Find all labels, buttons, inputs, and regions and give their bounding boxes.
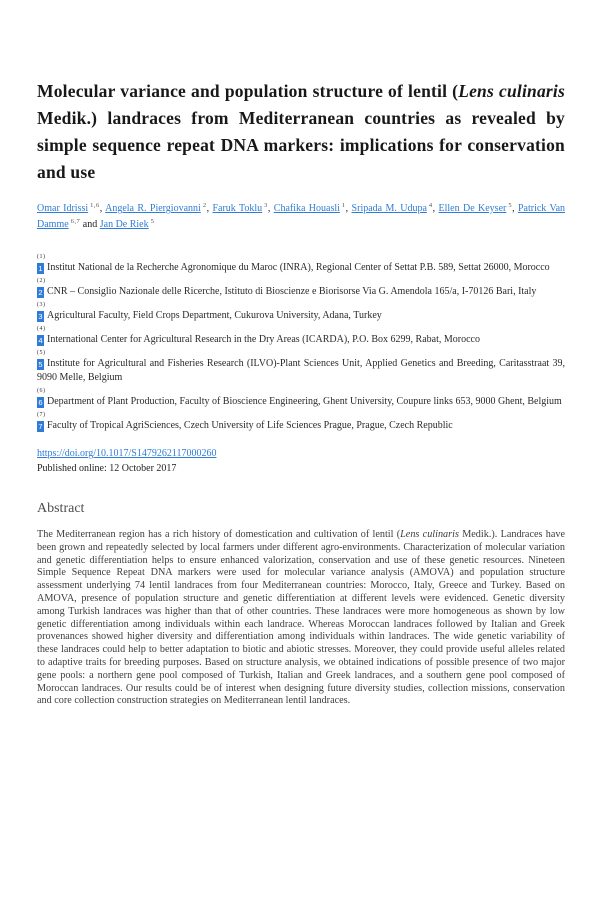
author-affil-superscript: 6,7 (70, 218, 81, 225)
affiliation-item (37, 301, 565, 323)
affiliation-marker: (1) (37, 254, 46, 260)
author-link-chafika-houasli[interactable]: Chafika Houasli (273, 203, 340, 214)
affiliation-text: Department of Plant Production, Faculty of Bioscience Engineering, Ghent University, Coupure links 653, 9000 Ghent, Belgium (47, 396, 562, 407)
author-link-patrick-van-damme[interactable]: Patrick Van Damme (37, 203, 566, 230)
author-affil-superscript: 5 (508, 202, 513, 209)
published-online-date: Published online: 12 October 2017 (37, 463, 177, 474)
author-affil-superscript: 2 (202, 202, 207, 209)
affiliation-number-badge: 5 (38, 360, 43, 369)
abstract-species-italic: Lens culinaris (400, 529, 459, 540)
paper-title-species-italic: Lens culinaris (458, 81, 565, 101)
affiliation-number-badge: 6 (38, 398, 43, 407)
affiliation-item (37, 325, 565, 347)
affiliation-text: Institute for Agricultural and Fisheries Research (ILVO)-Plant Sciences Unit, Applied Genetics and Breeding, Caritasstraat 39, 9090 Melle, Belgium (37, 358, 565, 383)
affiliation-marker: (7) (37, 412, 46, 418)
affiliation-text: CNR – Consiglio Nazionale delle Ricerche, Istituto di Bioscienze e Biorisorse Via G. Amendola 165/a, I-70126 Bari, Italy (47, 286, 537, 297)
author-affil-superscript: 3 (264, 202, 268, 209)
affiliation-text: Agricultural Faculty, Field Crops Department, Cukurova University, Adana, Turkey (47, 310, 382, 321)
affiliation-text: Institut National de la Recherche Agronomique du Maroc (INRA), Regional Center of Settat P.B. 589, Settat 26000, Morocco (47, 262, 550, 273)
paper-title (37, 78, 565, 186)
author-list (37, 199, 565, 231)
author-separator: , (432, 203, 439, 214)
doi-link[interactable]: https://doi.org/10.1017/S1479262117000260 (37, 448, 217, 459)
affiliation-item (37, 253, 565, 275)
paper-page (37, 78, 565, 708)
author-affil-superscript: 5 (150, 218, 155, 225)
author-affil-superscript: 1,6 (90, 202, 100, 209)
affiliation-item (37, 387, 565, 409)
author-separator: and (80, 219, 100, 230)
affiliation-number-badge: 3 (38, 312, 43, 321)
affiliation-number-badge: 4 (38, 336, 43, 345)
affiliation-list (37, 253, 565, 433)
author-separator: , (267, 203, 274, 214)
abstract-heading: Abstract (37, 501, 85, 516)
affiliation-marker: (4) (37, 326, 46, 332)
author-affil-superscript: 4 (428, 202, 433, 209)
affiliation-item (37, 277, 565, 299)
affiliation-text: International Center for Agricultural Research in the Dry Areas (ICARDA), P.O. Box 6299, Rabat, Morocco (47, 334, 480, 345)
author-link-ellen-de-keyser[interactable]: Ellen De Keyser (438, 203, 507, 214)
abstract-text (37, 529, 565, 708)
affiliation-item (37, 411, 565, 433)
author-link-sripada-udupa[interactable]: Sripada M. Udupa (351, 203, 427, 214)
affiliation-marker: (3) (37, 302, 46, 308)
affiliation-marker: (2) (37, 278, 46, 284)
author-separator: , (345, 203, 352, 214)
author-link-omar-idrissi[interactable]: Omar Idrissi (37, 203, 89, 214)
affiliation-number-badge: 1 (38, 264, 43, 273)
affiliation-marker: (5) (37, 350, 46, 356)
author-separator: , (99, 203, 106, 214)
author-link-faruk-toklu[interactable]: Faruk Toklu (212, 203, 263, 214)
author-separator: , (512, 203, 518, 214)
abstract-part2: Medik.). Landraces have been grown and repeatedly selected by local farmers under different agro-environments. Characterization of molecular variation and genetic differentiation helps to ensure enhanced valorization, conservation and use of these genetic resources. Nineteen Simple Sequence Repeat DNA markers were used for molecular variance analysis (AMOVA) and population structure assessment underlying 74 lentil landraces from four Mediterranean countries: Morocco, Italy, Greece and Turkey. Based on AMOVA, presence of population structure and genetic differentiation at different levels were evidenced. Genetic diversity among Turkish landraces was higher than that of other countries. These landraces were more homogeneous as shown by low genetic differentiation among individuals within each landrace. Whereas Moroccan landraces followed by Italian and Greek provenances showed higher diversity and differentiation among individuals within landraces. The wide genetic variability of these landraces could help to better adaptation to biotic and abiotic stresses. Moreover, they could provide useful alleles related to adaptive traits for breeding purposes. Based on structure analysis, we obtained indications of possible presence of two major gene pools: a northern gene pool composed of Turkish, Italian and Greek landraces, and a southern gene pool composed of Moroccan landraces. Our results could be of interest when designing future diversity studies, collection missions, conservation and core collection construction strategies on Mediterranean lentil landraces. (37, 529, 565, 707)
paper-title-part2: Medik.) landraces from Mediterranean countries as revealed by simple sequence repeat DNA markers: implications for conservation and use (37, 108, 565, 182)
doi-row (37, 447, 565, 461)
affiliation-item (37, 349, 565, 385)
affiliation-marker: (6) (37, 388, 46, 394)
author-link-jan-de-riek[interactable]: Jan De Riek (99, 219, 149, 230)
affiliation-text: Faculty of Tropical AgriSciences, Czech University of Life Sciences Prague, Prague, Czech Republic (47, 420, 453, 431)
abstract-part1: The Mediterranean region has a rich history of domestication and cultivation of lentil ( (37, 529, 401, 540)
paper-title-part1: Molecular variance and population structure of lentil ( (37, 81, 459, 101)
affiliation-number-badge: 2 (38, 288, 43, 297)
author-link-angela-piergiovanni[interactable]: Angela R. Piergiovanni (105, 203, 201, 214)
author-separator: , (206, 203, 213, 214)
affiliation-number-badge: 7 (38, 422, 43, 431)
author-affil-superscript: 1 (341, 202, 346, 209)
